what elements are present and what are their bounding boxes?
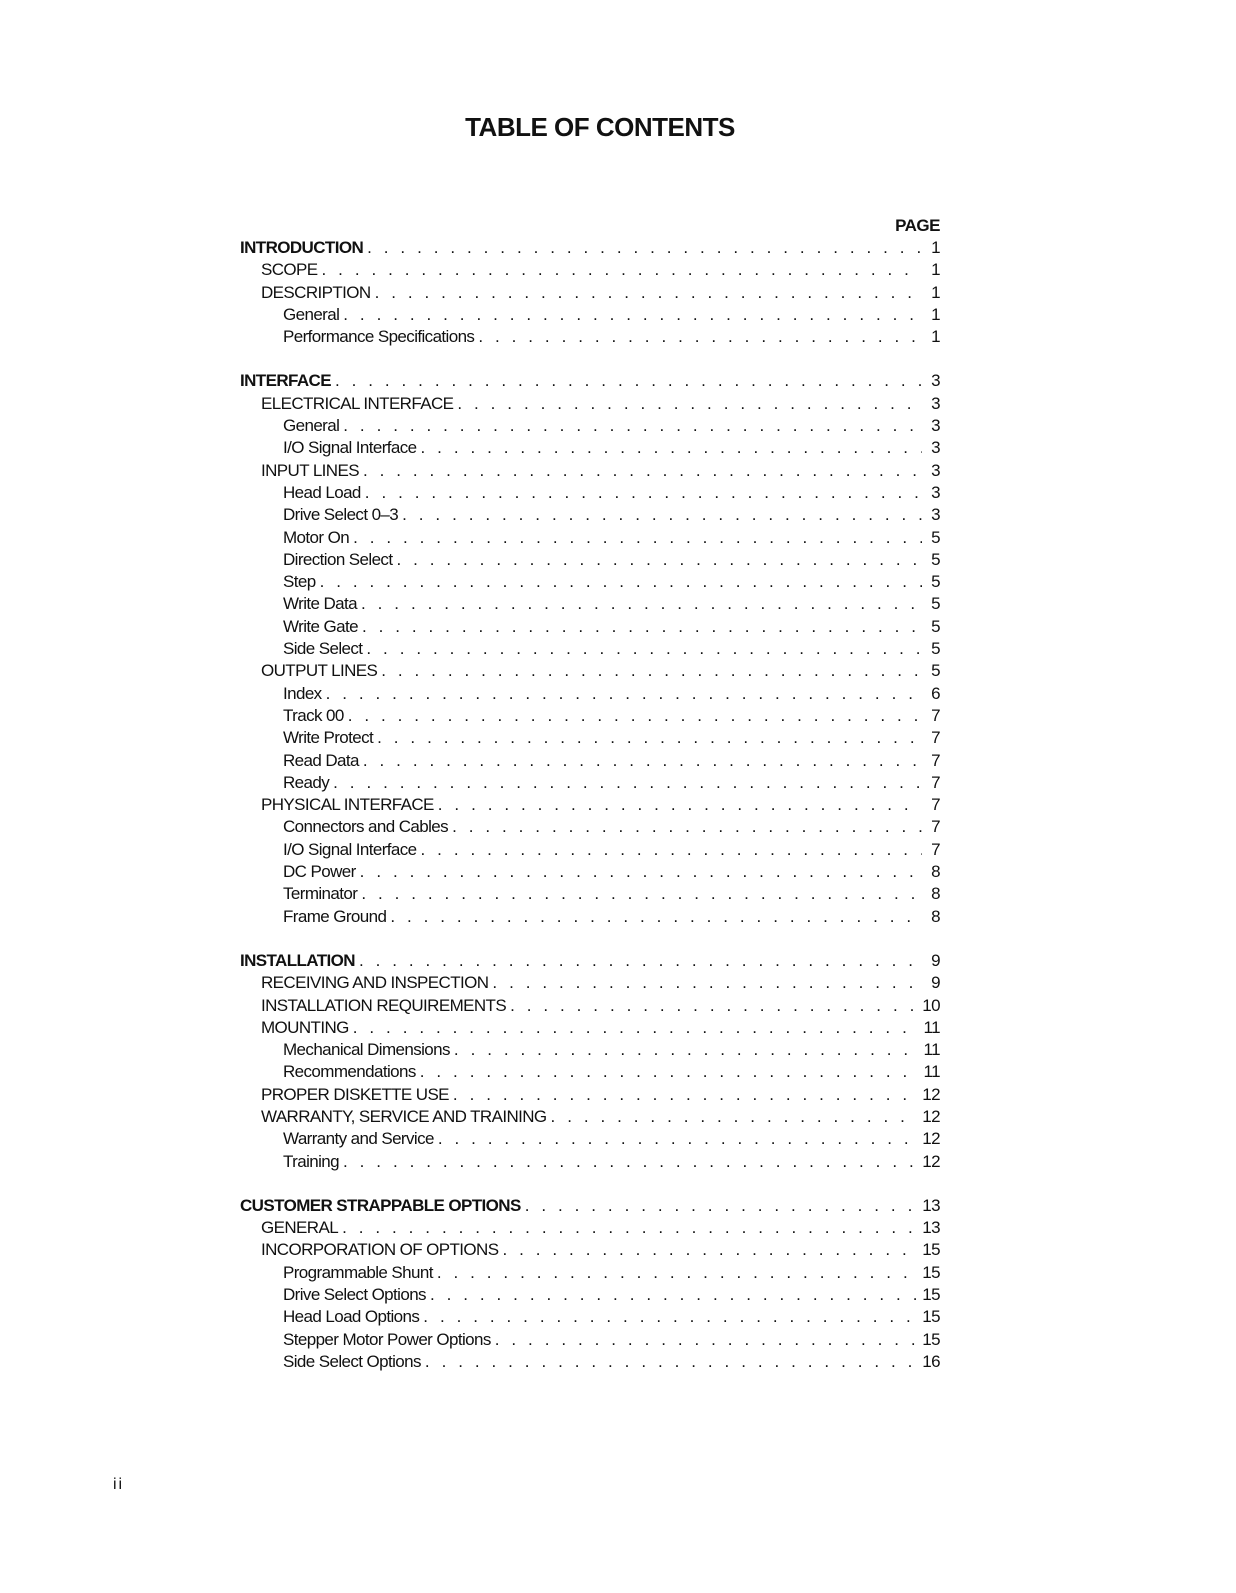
toc-entry-page: 12: [922, 1084, 940, 1104]
toc-entry: [240, 593, 940, 615]
toc-entry-page: 12: [922, 1106, 940, 1126]
toc-entry: [240, 326, 940, 348]
page-title: TABLE OF CONTENTS: [465, 112, 735, 142]
toc-entry: [240, 638, 940, 660]
toc-entries: [240, 237, 940, 1373]
dot-leader: [361, 883, 922, 905]
toc-entry-page: 15: [922, 1329, 940, 1349]
dot-leader: [425, 1351, 918, 1373]
toc-entry: [240, 237, 940, 259]
toc-entry-page: 3: [931, 438, 940, 458]
dot-leader: [430, 1284, 918, 1306]
toc-entry-label: INSTALLATION REQUIREMENTS: [261, 995, 507, 1015]
toc-entry-label: Programmable Shunt: [283, 1262, 433, 1282]
toc-entry: [240, 1329, 940, 1351]
toc-entry: [240, 1217, 940, 1239]
toc-entry-page: 12: [922, 1129, 940, 1149]
toc-entry-label: Write Data: [283, 594, 357, 614]
toc-entry-label: I/O Signal Interface: [283, 839, 417, 859]
toc-entry-label: WARRANTY, SERVICE AND TRAINING: [261, 1106, 547, 1126]
toc-entry: [240, 906, 940, 928]
toc-entry-page: 3: [931, 482, 940, 502]
dot-leader: [363, 460, 922, 482]
toc-entry: [240, 1151, 940, 1173]
toc-entry: [240, 972, 940, 994]
toc-entry-label: Track 00: [283, 705, 344, 725]
dot-leader: [421, 437, 922, 459]
toc-entry: [240, 660, 940, 682]
toc-entry-page: 5: [931, 616, 940, 636]
dot-leader: [420, 1061, 920, 1083]
toc-entry-label: Terminator: [283, 884, 358, 904]
toc-entry: [240, 995, 940, 1017]
toc-entry: [240, 527, 940, 549]
toc-entry: [240, 1084, 940, 1106]
toc-entry-label: Frame Ground: [283, 906, 387, 926]
toc-entry-label: Side Select: [283, 639, 363, 659]
toc-entry: [240, 772, 940, 794]
toc-entry-label: RECEIVING AND INSPECTION: [261, 973, 489, 993]
dot-leader: [320, 571, 922, 593]
dot-leader: [478, 326, 922, 348]
toc-entry: [240, 571, 940, 593]
toc-entry-label: Read Data: [283, 750, 359, 770]
toc-entry: [240, 1262, 940, 1284]
toc-entry: [240, 460, 940, 482]
toc-entry-page: 15: [922, 1307, 940, 1327]
toc-entry: [240, 1284, 940, 1306]
toc-entry: [240, 415, 940, 437]
toc-entry-label: Write Gate: [283, 616, 358, 636]
toc-entry-page: 9: [931, 950, 940, 970]
toc-entry-page: 1: [931, 238, 940, 257]
dot-leader: [366, 638, 922, 660]
toc-entry-page: 15: [922, 1262, 940, 1282]
toc-entry-label: Drive Select Options: [283, 1285, 426, 1305]
toc-entry-page: 8: [931, 884, 940, 904]
toc-entry: [240, 549, 940, 571]
toc-entry-page: 5: [931, 549, 940, 569]
toc-entry-label: ELECTRICAL INTERFACE: [261, 393, 454, 413]
dot-leader: [335, 370, 922, 392]
toc-entry-page: 1: [931, 327, 940, 347]
toc-entry-page: 3: [931, 416, 940, 436]
dot-leader: [367, 237, 922, 259]
toc-entry-label: Motor On: [283, 527, 350, 547]
toc-entry-label: Connectors and Cables: [283, 817, 449, 837]
toc-entry: [240, 1039, 940, 1061]
toc-entry-label: PROPER DISKETTE USE: [261, 1084, 449, 1104]
toc-entry-label: Index: [283, 683, 322, 703]
dot-leader: [353, 1017, 920, 1039]
toc-entry-label: General: [283, 304, 340, 324]
toc-entry: [240, 750, 940, 772]
toc-entry: [240, 1351, 940, 1373]
dot-leader: [343, 304, 922, 326]
toc-entry-page: 11: [923, 1062, 940, 1082]
toc-entry: [240, 393, 940, 415]
toc-entry-page: 7: [931, 705, 940, 725]
toc-entry-page: 6: [931, 683, 940, 703]
toc-entry: [240, 504, 940, 526]
toc-entry: [240, 1128, 940, 1150]
toc-entry-label: Direction Select: [283, 549, 393, 569]
toc-entry-page: 1: [931, 260, 940, 280]
dot-leader: [348, 705, 922, 727]
toc-entry: [240, 1017, 940, 1039]
dot-leader: [457, 393, 922, 415]
dot-leader: [495, 1329, 919, 1351]
toc-entry-label: Performance Specifications: [283, 327, 475, 347]
toc-entry-label: MOUNTING: [261, 1017, 349, 1037]
toc-entry: [240, 883, 940, 905]
toc-entry-page: 7: [931, 750, 940, 770]
dot-leader: [492, 972, 922, 994]
toc-entry-label: Mechanical Dimensions: [283, 1040, 450, 1060]
dot-leader: [377, 727, 922, 749]
dot-leader: [375, 282, 922, 304]
toc-entry-page: 12: [922, 1151, 940, 1171]
toc-entry-page: 3: [931, 371, 940, 391]
toc-entry-label: INSTALLATION: [240, 950, 355, 970]
toc-entry-page: 11: [923, 1040, 940, 1060]
dot-leader: [363, 750, 922, 772]
toc-entry-page: 8: [931, 862, 940, 882]
toc-entry: [240, 861, 940, 883]
toc-entry-page: 7: [931, 839, 940, 859]
toc-entry: [240, 282, 940, 304]
footer-page-number: ii: [113, 1476, 125, 1493]
toc-entry: [240, 616, 940, 638]
toc-entry: [240, 727, 940, 749]
toc-entry: [240, 259, 940, 281]
toc-entry-page: 3: [931, 393, 940, 413]
dot-leader: [402, 504, 922, 526]
dot-leader: [421, 839, 922, 861]
toc-entry: [240, 839, 940, 861]
toc-entry-label: Head Load: [283, 482, 361, 502]
dot-leader: [333, 772, 922, 794]
toc-entry-label: OUTPUT LINES: [261, 661, 378, 681]
toc-entry-page: 7: [931, 728, 940, 748]
toc-entry: [240, 705, 940, 727]
dot-leader: [343, 1151, 918, 1173]
toc-entry-label: INPUT LINES: [261, 460, 359, 480]
toc-entry-label: Drive Select 0–3: [283, 505, 399, 525]
dot-leader: [438, 1128, 918, 1150]
dot-leader: [502, 1239, 918, 1261]
toc-entry: [240, 1239, 940, 1261]
page-column-header: PAGE: [895, 216, 940, 235]
toc-entry-label: Write Protect: [283, 728, 374, 748]
toc-entry-page: 5: [931, 572, 940, 592]
toc-entry-page: 16: [922, 1351, 940, 1371]
toc-entry-page: 3: [931, 460, 940, 480]
toc-entry-label: DC Power: [283, 862, 356, 882]
toc-entry-page: 10: [922, 995, 940, 1015]
dot-leader: [360, 861, 922, 883]
toc-entry: [240, 683, 940, 705]
toc-entry-label: Stepper Motor Power Options: [283, 1329, 491, 1349]
toc-entry: [240, 437, 940, 459]
toc-entry: [240, 1306, 940, 1328]
dot-leader: [454, 1039, 920, 1061]
toc-entry-page: 13: [922, 1195, 940, 1215]
dot-leader: [437, 1262, 918, 1284]
toc-entry-page: 5: [931, 661, 940, 681]
dot-leader: [359, 950, 922, 972]
dot-leader: [438, 794, 922, 816]
toc-entry-label: Head Load Options: [283, 1307, 420, 1327]
toc-entry-page: 1: [931, 304, 940, 324]
toc-entry-label: CUSTOMER STRAPPABLE OPTIONS: [240, 1195, 521, 1215]
dot-leader: [353, 527, 922, 549]
toc-entry-label: Warranty and Service: [283, 1129, 434, 1149]
dot-leader: [525, 1195, 919, 1217]
toc-entry-page: 1: [931, 282, 940, 302]
toc-entry-label: PHYSICAL INTERFACE: [261, 795, 434, 815]
toc-entry: [240, 482, 940, 504]
dot-leader: [423, 1306, 918, 1328]
toc-entry-page: 3: [931, 505, 940, 525]
dot-leader: [381, 660, 922, 682]
toc-entry-label: Ready: [283, 772, 330, 792]
dot-leader: [322, 259, 922, 281]
dot-leader: [362, 616, 922, 638]
toc-entry: [240, 794, 940, 816]
dot-leader: [342, 1217, 918, 1239]
toc-entry: [240, 1061, 940, 1083]
toc-entry-page: 15: [922, 1240, 940, 1260]
toc-entry-label: DESCRIPTION: [261, 282, 371, 302]
toc-entry-page: 5: [931, 594, 940, 614]
toc-entry-label: Training: [283, 1151, 339, 1171]
dot-leader: [326, 683, 922, 705]
toc-entry-label: INCORPORATION OF OPTIONS: [261, 1240, 499, 1260]
dot-leader: [396, 549, 922, 571]
toc-entry-page: 11: [923, 1017, 940, 1037]
dot-leader: [453, 1084, 918, 1106]
toc-entry-label: Recommendations: [283, 1062, 416, 1082]
toc-entry-page: 7: [931, 795, 940, 815]
toc-entry-page: 5: [931, 639, 940, 659]
dot-leader: [365, 482, 922, 504]
toc-entry-page: 7: [931, 817, 940, 837]
toc-entry: [240, 1195, 940, 1217]
toc-entry-label: Side Select Options: [283, 1351, 421, 1371]
toc-entry-label: INTERFACE: [240, 371, 331, 391]
dot-leader: [452, 816, 922, 838]
toc-entry-label: Step: [283, 572, 316, 592]
toc-entry: [240, 304, 940, 326]
dot-leader: [390, 906, 922, 928]
toc-entry-label: INTRODUCTION: [240, 238, 364, 257]
toc-entry-page: 13: [922, 1218, 940, 1238]
dot-leader: [343, 415, 922, 437]
toc-entry: [240, 950, 940, 972]
toc-entry-page: 7: [931, 772, 940, 792]
dot-leader: [551, 1106, 919, 1128]
toc-entry: [240, 816, 940, 838]
toc-entry: [240, 370, 940, 392]
toc-entry-label: GENERAL: [261, 1218, 339, 1238]
dot-leader: [361, 593, 922, 615]
dot-leader: [510, 995, 918, 1017]
toc-entry-page: 5: [931, 527, 940, 547]
toc-entry-label: I/O Signal Interface: [283, 438, 417, 458]
toc-entry-label: General: [283, 416, 340, 436]
toc-entry-page: 9: [931, 973, 940, 993]
toc-entry-page: 15: [922, 1285, 940, 1305]
toc-entry-page: 8: [931, 906, 940, 926]
toc-entry-label: SCOPE: [261, 260, 318, 280]
toc-entry: [240, 1106, 940, 1128]
table-of-contents: [240, 215, 940, 1373]
